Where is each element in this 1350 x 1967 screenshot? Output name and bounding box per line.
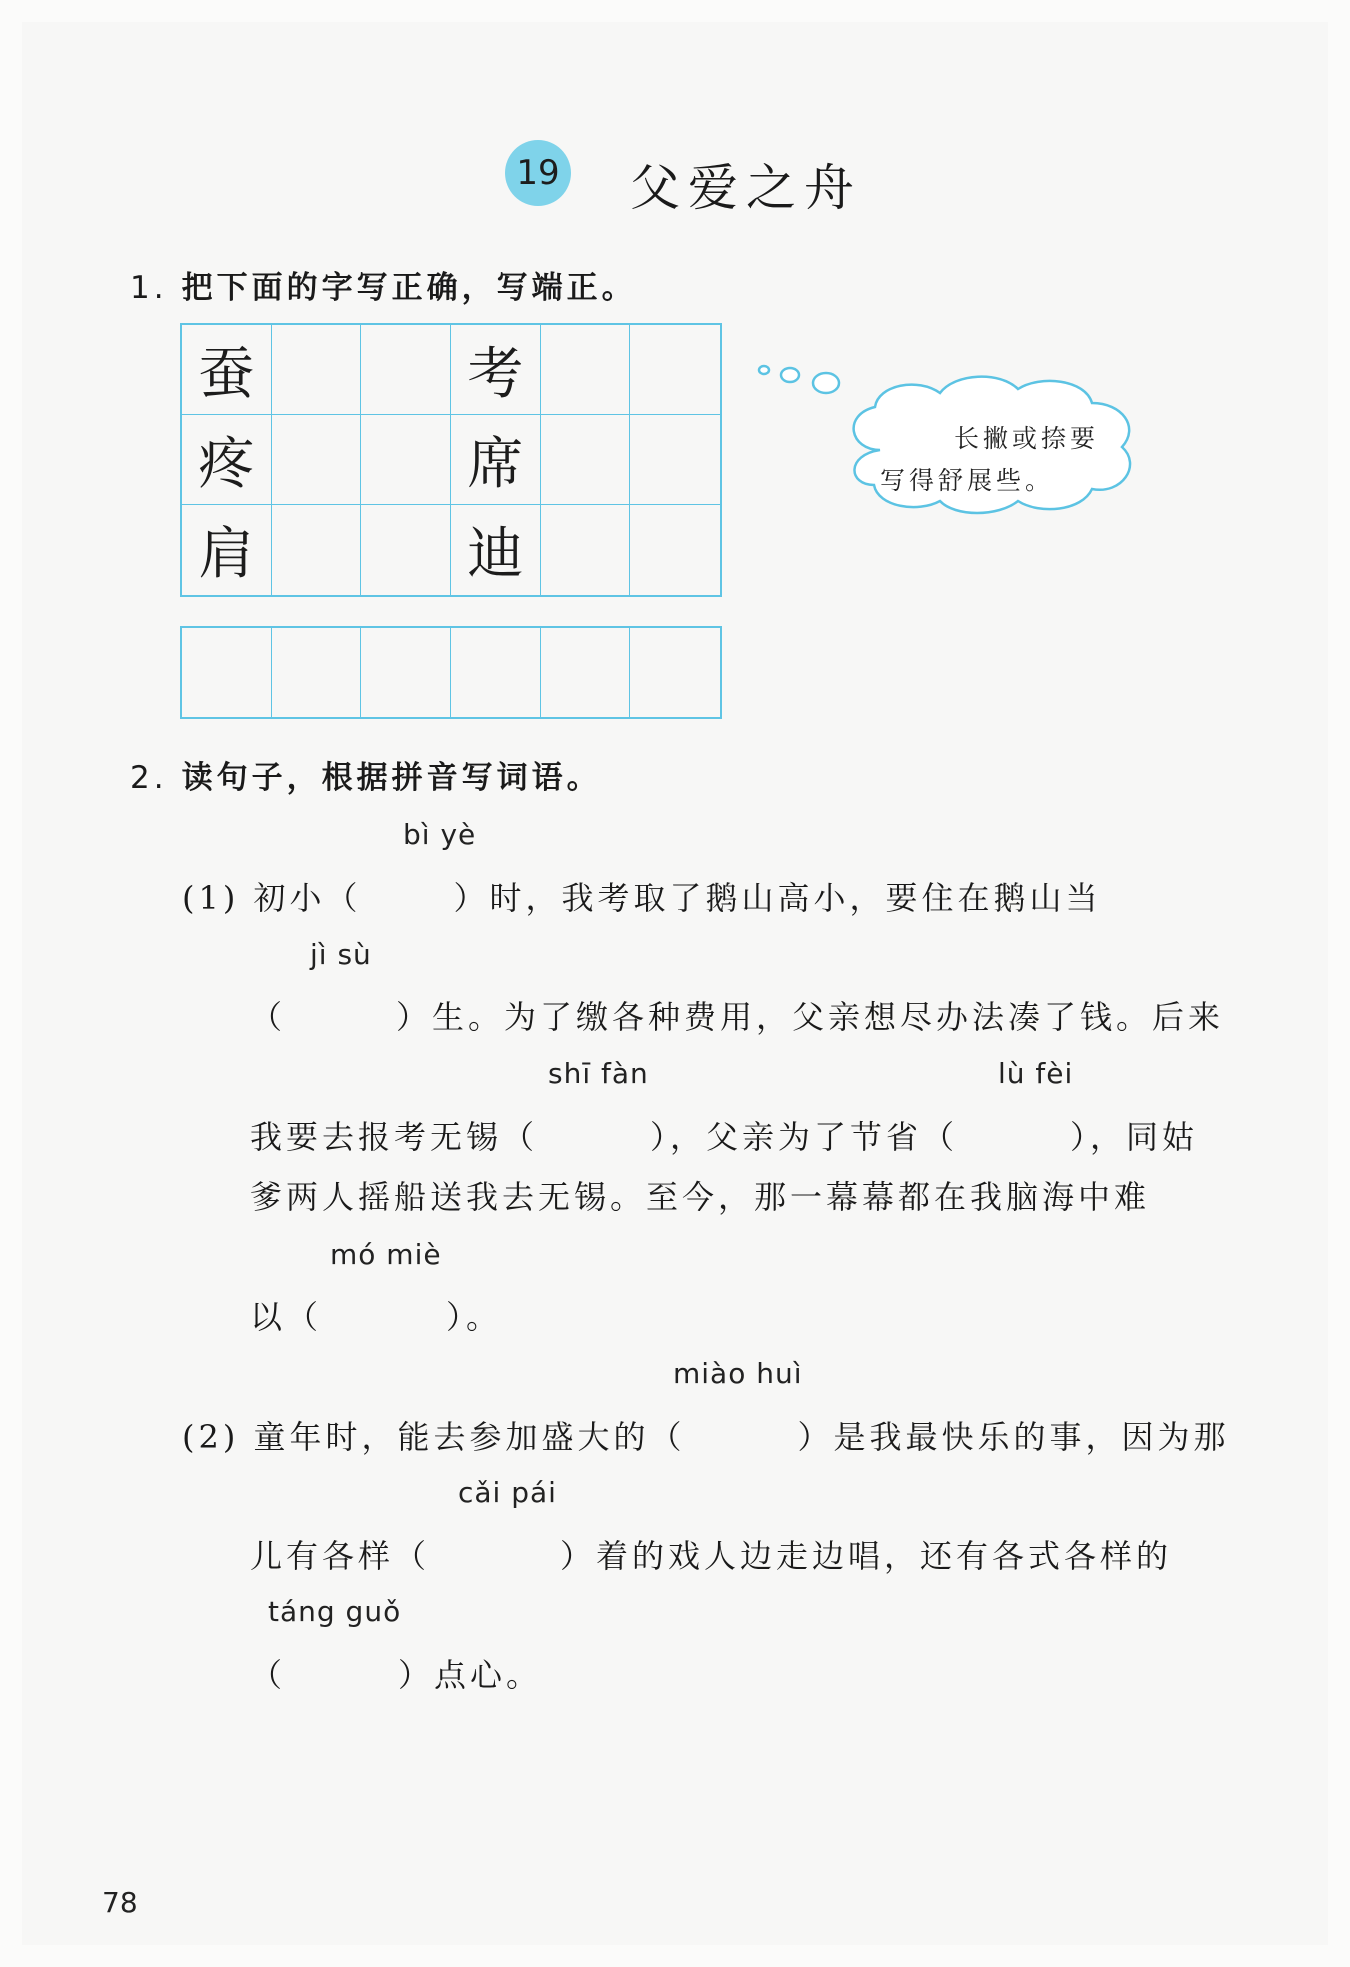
grid-cell-blank[interactable]	[272, 628, 362, 717]
grid-cell-char: 蚕	[182, 325, 272, 415]
paragraph-1-label: (1)	[182, 879, 240, 917]
tip-line-2: 写得舒展些。	[880, 466, 1055, 495]
grid-cell-blank[interactable]	[630, 628, 720, 717]
pinyin-shifan: shī fàn	[548, 1057, 649, 1090]
writing-grid	[180, 323, 722, 597]
paragraph-2-line-2	[250, 1531, 1172, 1577]
page-number: 78	[102, 1886, 138, 1919]
grid-cell-blank[interactable]	[541, 628, 631, 717]
paragraph-1-line-5	[250, 1292, 502, 1338]
text-segment: ），同姑	[1070, 1118, 1199, 1156]
pinyin-tangguo: táng guǒ	[268, 1595, 402, 1628]
pinyin-lufei: lù fèi	[998, 1057, 1074, 1090]
question-1-prompt: 把下面的字写正确，写端正。	[181, 270, 637, 306]
grid-cell-blank[interactable]	[630, 415, 720, 505]
text-segment: （	[250, 1656, 287, 1694]
paragraph-1-line-1	[182, 873, 1102, 919]
text-segment: ）时，我考取了鹅山高小，要住在鹅山当	[453, 879, 1102, 917]
grid-cell-blank[interactable]	[272, 505, 362, 595]
grid-cell-blank[interactable]	[541, 325, 631, 415]
text-segment: 儿有各样（	[250, 1537, 431, 1575]
grid-cell-blank[interactable]	[361, 628, 451, 717]
grid-cell-blank[interactable]	[182, 628, 272, 717]
pinyin-jisu: jì sù	[310, 938, 372, 971]
text-segment: 我要去报考无锡（	[250, 1118, 539, 1156]
grid-cell-blank[interactable]	[541, 415, 631, 505]
grid-cell-char: 考	[451, 325, 541, 415]
question-2-heading	[130, 752, 602, 797]
pinyin-caipai: cǎi pái	[458, 1476, 557, 1509]
paragraph-2-line-1	[182, 1412, 1230, 1458]
grid-cell-blank[interactable]	[361, 505, 451, 595]
text-segment: 初小（	[253, 879, 362, 917]
grid-cell-blank[interactable]	[630, 325, 720, 415]
grid-cell-blank[interactable]	[451, 628, 541, 717]
pinyin-miaohui: miào huì	[673, 1357, 803, 1390]
grid-cell-char: 肩	[182, 505, 272, 595]
text-segment: ）着的戏人边走边唱，还有各式各样的	[560, 1537, 1173, 1575]
grid-cell-blank[interactable]	[272, 415, 362, 505]
pinyin-momie: mó miè	[330, 1238, 442, 1271]
text-segment: ）是我最快乐的事，因为那	[797, 1418, 1230, 1456]
paragraph-2-label: (2)	[182, 1418, 240, 1456]
grid-cell-blank[interactable]	[630, 505, 720, 595]
grid-cell-char: 疼	[182, 415, 272, 505]
question-2-number: 2.	[130, 760, 168, 796]
grid-cell-blank[interactable]	[272, 325, 362, 415]
text-segment: 童年时，能去参加盛大的（	[253, 1418, 686, 1456]
tip-line-1: 长撇或捺要	[954, 424, 1100, 453]
pinyin-biye: bì yè	[403, 818, 477, 851]
text-segment: 以（	[250, 1298, 323, 1336]
grid-cell-char: 迪	[451, 505, 541, 595]
question-1-number: 1.	[130, 270, 168, 306]
paragraph-1-line-2	[250, 992, 1224, 1038]
tip-text	[880, 418, 1140, 502]
text-segment: （	[250, 998, 287, 1036]
text-segment: ）。	[446, 1298, 503, 1336]
lesson-number-badge: 19	[505, 140, 571, 206]
text-segment: 爹两人摇船送我去无锡。至今，那一幕幕都在我脑海中难	[250, 1178, 1151, 1216]
grid-cell-blank[interactable]	[361, 325, 451, 415]
text-segment: ）点心。	[398, 1656, 543, 1694]
paragraph-1-line-4	[250, 1172, 1150, 1218]
grid-cell-char: 席	[451, 415, 541, 505]
grid-cell-blank[interactable]	[541, 505, 631, 595]
text-segment: ）生。为了缴各种费用，父亲想尽办法凑了钱。后来	[396, 998, 1225, 1036]
lesson-title: 父爱之舟	[630, 159, 862, 217]
question-1-heading	[130, 262, 637, 307]
paragraph-1-line-3	[250, 1112, 1198, 1158]
paragraph-2-line-3	[250, 1650, 542, 1696]
grid-cell-blank[interactable]	[361, 415, 451, 505]
page-background	[22, 22, 1328, 1945]
question-2-prompt: 读句子，根据拼音写词语。	[181, 760, 602, 796]
text-segment: ），父亲为了节省（	[650, 1118, 959, 1156]
extra-writing-grid	[180, 626, 722, 719]
